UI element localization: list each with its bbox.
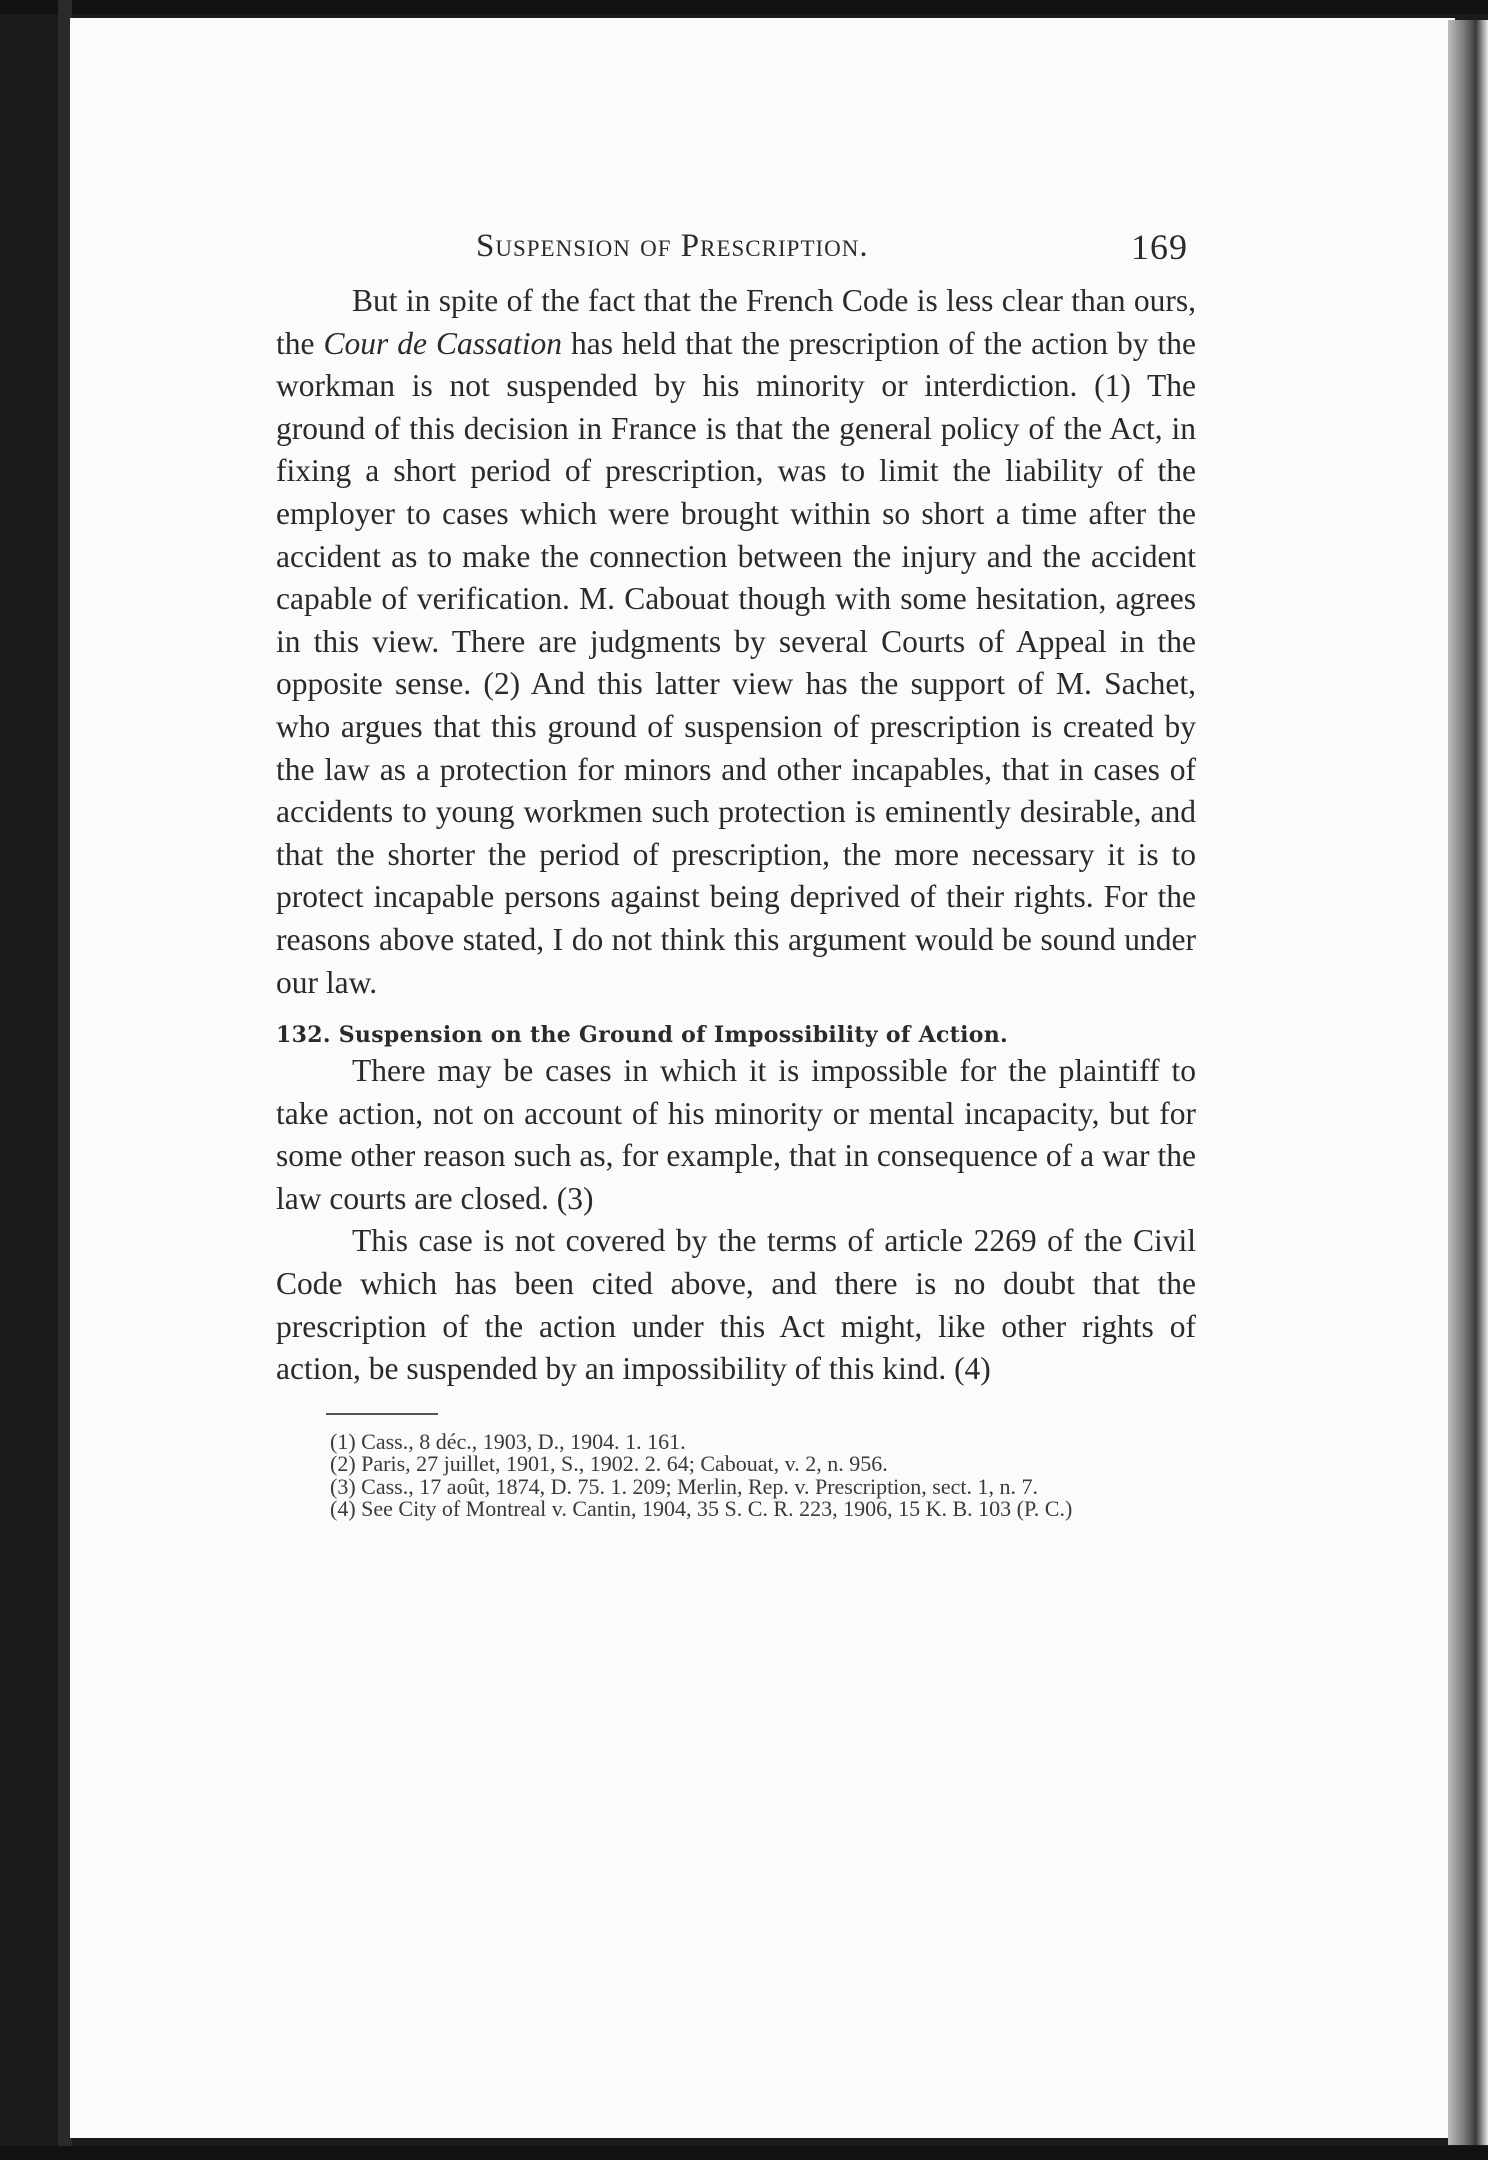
paragraph-text-start: But in spite of the fact that the French Code is less clear than ours, the [276, 283, 1196, 361]
running-head [276, 220, 1196, 280]
scan-top-border [0, 0, 1488, 14]
footnotes [276, 1428, 1196, 1522]
footnote-3: (3) Cass., 17 août, 1874, D. 75. 1. 209; Merlin, Rep. v. Prescription, sect. 1, n. 7. [330, 1473, 1038, 1499]
page-text-block [276, 220, 1196, 1521]
paragraph-article-2269: This case is not covered by the terms of article 2269 of the Civil Code which has been cited above, and there is no doubt that the prescription of the action under this Act might, like other rights of action, be suspended by an impossibility of this kind. (4) [276, 1223, 1196, 1387]
footnote-1: (1) Cass., 8 déc., 1903, D., 1904. 1. 161. [330, 1428, 686, 1454]
footnote-4: (4) See City of Montreal v. Cantin, 1904, 35 S. C. R. 223, 1906, 15 K. B. 103 (P. C.) [330, 1496, 1073, 1522]
footnote-separator [326, 1413, 438, 1415]
section-heading-132: 132. Suspension on the Ground of Impossibility of Action. [276, 1022, 1009, 1049]
paragraph-impossible-action: There may be cases in which it is impossible for the plaintiff to take action, not on account of his minority or mental incapacity, but for some other reason such as, for example, that in consequence of a war the law courts are closed. (3) [276, 1053, 1196, 1216]
italic-cour-de-cassation: Cour de Cassation [323, 325, 563, 361]
page-number: 169 [1131, 227, 1188, 267]
footnote-2: (2) Paris, 27 juillet, 1901, S., 1902. 2. 64; Cabouat, v. 2, n. 956. [330, 1451, 888, 1477]
running-title: Suspension of Prescription. [476, 228, 869, 264]
scan-bottom-border [0, 2146, 1488, 2160]
paragraph-french-code [276, 280, 1196, 1004]
page-edge-shadow [1448, 20, 1488, 2145]
paragraph-text-rest: has held that the prescription of the action by the workman is not suspended by his minority or interdiction. (1) The ground of this decision in France is that the general policy of the Act, in fixing a short period of prescription, was to limit the liability of the employer to cases which were brought within so short a time after the accident as to make the connection between the injury and the accident capable of verification. M. Cabouat though with some hesitation, agrees in this view. There are judgments by several Courts of Appeal in the opposite sense. (2) And this latter view has the support of M. Sachet, who argues that this ground of suspension of prescription is created by the law as a protection for minors and other incapables, that in cases of accidents to young workmen such protection is eminently desirable, and that the shorter the period of prescription, the more necessary it is to protect incapable persons against being deprived of their rights. For the reasons above stated, I do not think this argument would be sound under our law. [276, 325, 1197, 1000]
